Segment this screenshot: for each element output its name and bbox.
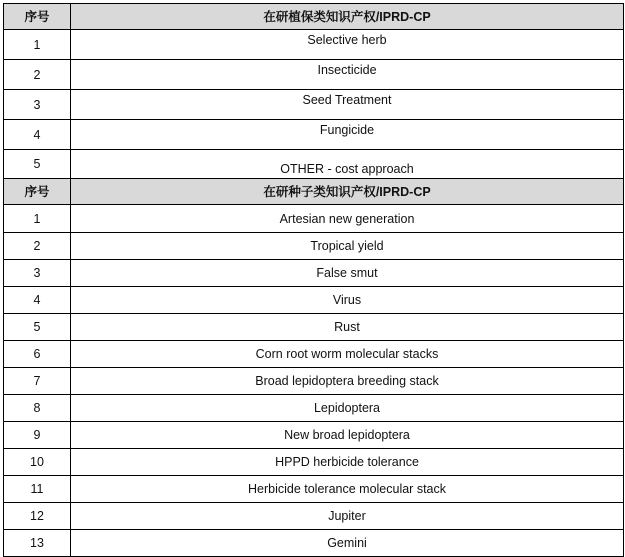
table-row <box>4 120 624 150</box>
index-column-header: 序号 <box>4 4 71 30</box>
table-row <box>4 503 624 530</box>
row-index: 5 <box>4 314 71 341</box>
row-name: Artesian new generation <box>71 205 624 233</box>
row-name: Broad lepidoptera breeding stack <box>71 368 624 395</box>
row-index: 6 <box>4 341 71 368</box>
row-index: 11 <box>4 476 71 503</box>
table-row <box>4 287 624 314</box>
row-index: 2 <box>4 233 71 260</box>
row-index: 1 <box>4 30 71 60</box>
table-row <box>4 90 624 120</box>
row-name: Tropical yield <box>71 233 624 260</box>
row-index: 4 <box>4 287 71 314</box>
row-index: 4 <box>4 120 71 150</box>
row-index: 10 <box>4 449 71 476</box>
index-column-header: 序号 <box>4 179 71 205</box>
row-index: 2 <box>4 60 71 90</box>
row-index: 12 <box>4 503 71 530</box>
iprd-table <box>3 3 624 557</box>
table-row <box>4 449 624 476</box>
row-name: False smut <box>71 260 624 287</box>
row-name: Rust <box>71 314 624 341</box>
table-row <box>4 476 624 503</box>
section-header-crop-protection <box>4 4 624 30</box>
section-title: 在研种子类知识产权/IPRD-CP <box>71 179 624 205</box>
table-row <box>4 60 624 90</box>
row-index: 7 <box>4 368 71 395</box>
row-name: New broad lepidoptera <box>71 422 624 449</box>
row-index: 1 <box>4 205 71 233</box>
table-row <box>4 395 624 422</box>
row-name: Corn root worm molecular stacks <box>71 341 624 368</box>
row-name: Gemini <box>71 530 624 557</box>
table-row <box>4 422 624 449</box>
row-name: Virus <box>71 287 624 314</box>
table-row <box>4 30 624 60</box>
row-index: 3 <box>4 260 71 287</box>
row-name: Herbicide tolerance molecular stack <box>71 476 624 503</box>
row-name: Insecticide <box>71 60 624 90</box>
table-row <box>4 341 624 368</box>
section-header-seeds <box>4 179 624 205</box>
table-row <box>4 530 624 557</box>
row-name: Seed Treatment <box>71 90 624 120</box>
table-row <box>4 314 624 341</box>
row-name: Lepidoptera <box>71 395 624 422</box>
table-row <box>4 368 624 395</box>
row-index: 5 <box>4 150 71 179</box>
row-name: Selective herb <box>71 30 624 60</box>
table-row <box>4 260 624 287</box>
row-name: OTHER - cost approach <box>71 150 624 179</box>
row-name: Fungicide <box>71 120 624 150</box>
row-index: 8 <box>4 395 71 422</box>
table-row <box>4 233 624 260</box>
row-name: HPPD herbicide tolerance <box>71 449 624 476</box>
table-row <box>4 205 624 233</box>
row-index: 9 <box>4 422 71 449</box>
section-title: 在研植保类知识产权/IPRD-CP <box>71 4 624 30</box>
row-name: Jupiter <box>71 503 624 530</box>
row-index: 13 <box>4 530 71 557</box>
table-row <box>4 150 624 179</box>
row-index: 3 <box>4 90 71 120</box>
